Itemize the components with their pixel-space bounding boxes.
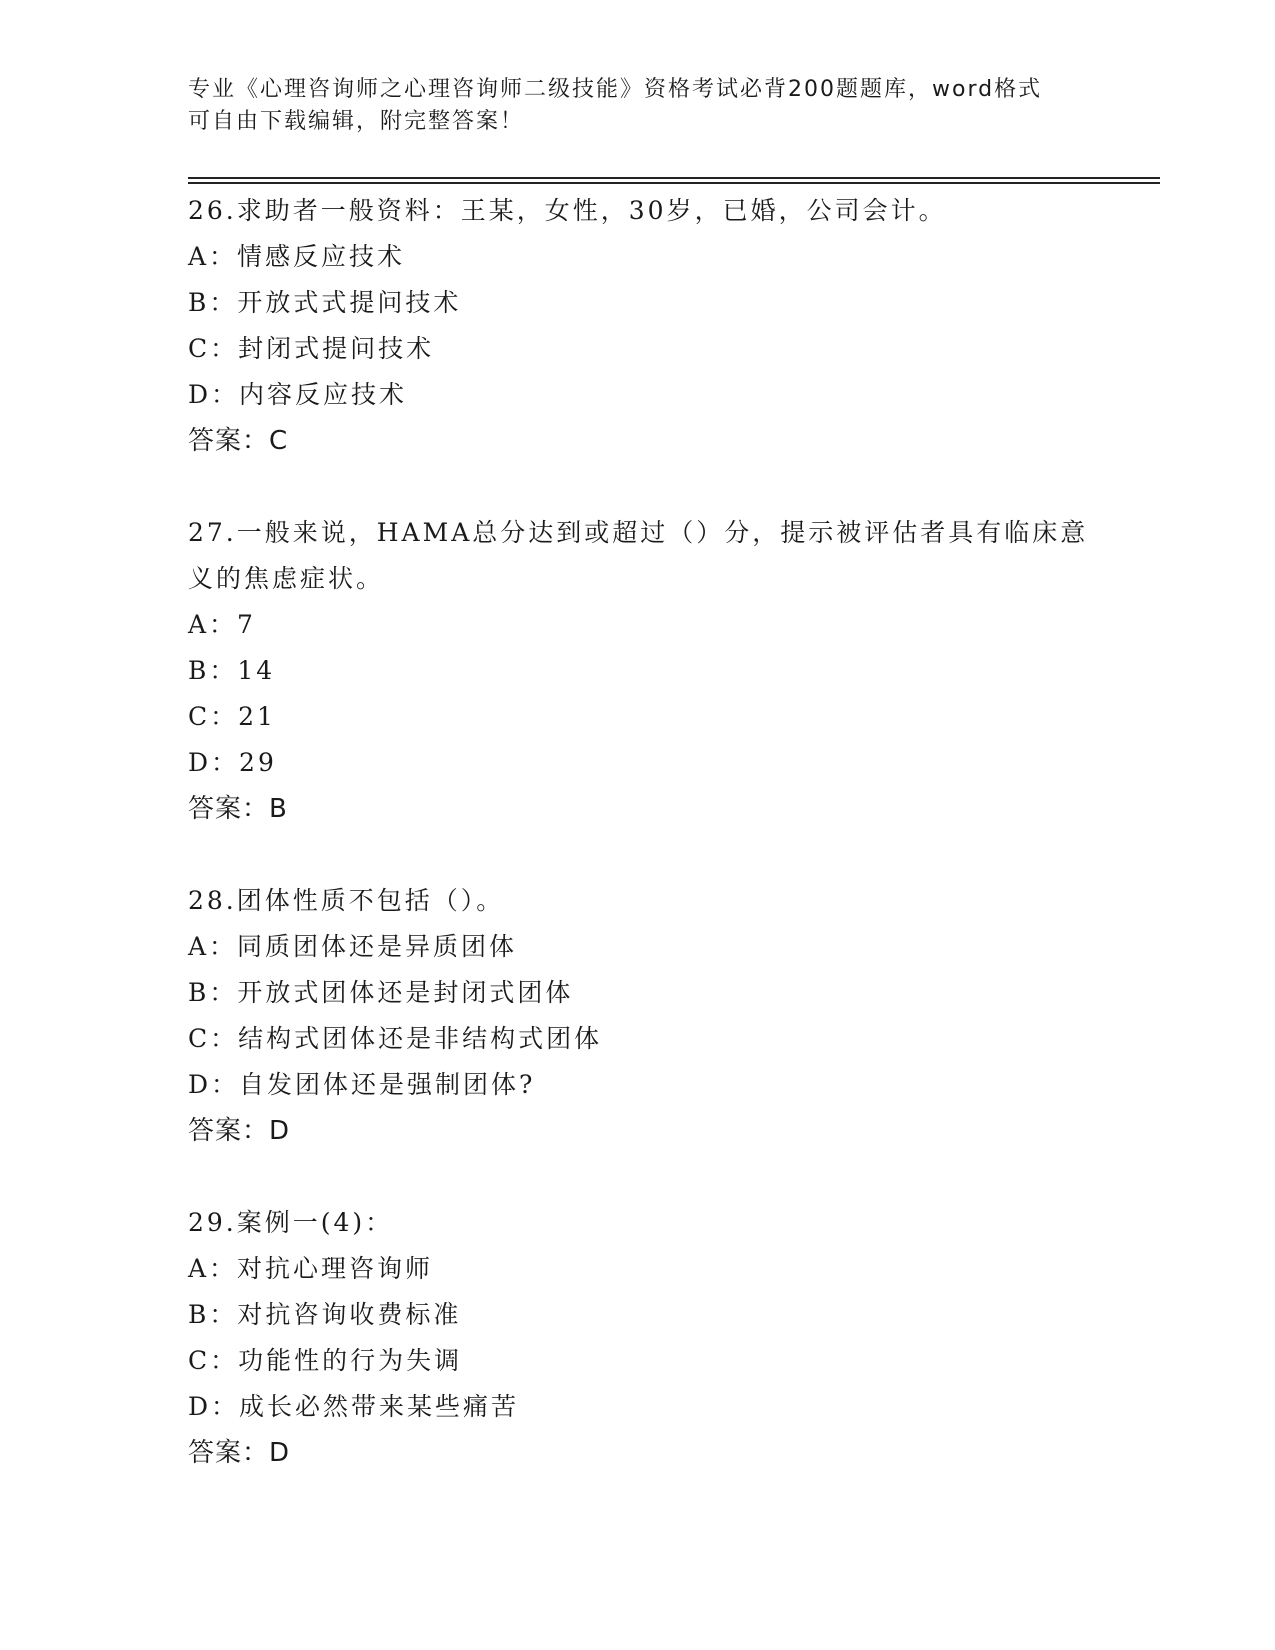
option-d: D：成长必然带来某些痛苦 [188, 1392, 520, 1421]
option-c: C：21 [188, 702, 276, 731]
option-d: D：自发团体还是强制团体? [188, 1070, 536, 1099]
question-stem: 26.求助者一般资料：王某，女性，30岁，已婚，公司会计。 [188, 196, 947, 225]
question-28 [188, 878, 1088, 1154]
header-line-2: 可自由下载编辑，附完整答案！ [188, 109, 525, 134]
option-a: A：同质团体还是异质团体 [188, 932, 518, 961]
question-stem: 27.一般来说，HAMA总分达到或超过（）分，提示被评估者具有临床意 [188, 518, 1089, 547]
option-b: B：对抗咨询收费标准 [188, 1300, 462, 1329]
answer-label: 答案：B [188, 794, 288, 824]
option-a: A：对抗心理咨询师 [188, 1254, 434, 1283]
question-list [188, 188, 1088, 1522]
question-stem: 29.案例一(4)： [188, 1208, 394, 1237]
answer-label: 答案：D [188, 1116, 291, 1146]
option-c: C：功能性的行为失调 [188, 1346, 463, 1375]
option-d: D：29 [188, 748, 277, 777]
question-27 [188, 510, 1088, 832]
option-c: C：结构式团体还是非结构式团体 [188, 1024, 603, 1053]
header-divider-bottom [188, 182, 1160, 184]
option-a: A：情感反应技术 [188, 242, 406, 271]
header-line-1: 专业《心理咨询师之心理咨询师二级技能》资格考试必背200题题库，word格式 [188, 77, 1043, 102]
document-header [188, 74, 1088, 138]
header-divider-top [188, 177, 1160, 179]
question-26 [188, 188, 1088, 464]
option-b: B：开放式团体还是封闭式团体 [188, 978, 574, 1007]
option-c: C：封闭式提问技术 [188, 334, 435, 363]
option-b: B：开放式式提问技术 [188, 288, 462, 317]
option-a: A：7 [188, 610, 256, 639]
answer-label: 答案：C [188, 426, 289, 456]
option-d: D：内容反应技术 [188, 380, 408, 409]
option-b: B：14 [188, 656, 276, 685]
question-stem: 28.团体性质不包括（）。 [188, 886, 505, 915]
question-29 [188, 1200, 1088, 1476]
answer-label: 答案：D [188, 1438, 291, 1468]
question-stem-continued: 义的焦虑症状。 [188, 564, 385, 593]
